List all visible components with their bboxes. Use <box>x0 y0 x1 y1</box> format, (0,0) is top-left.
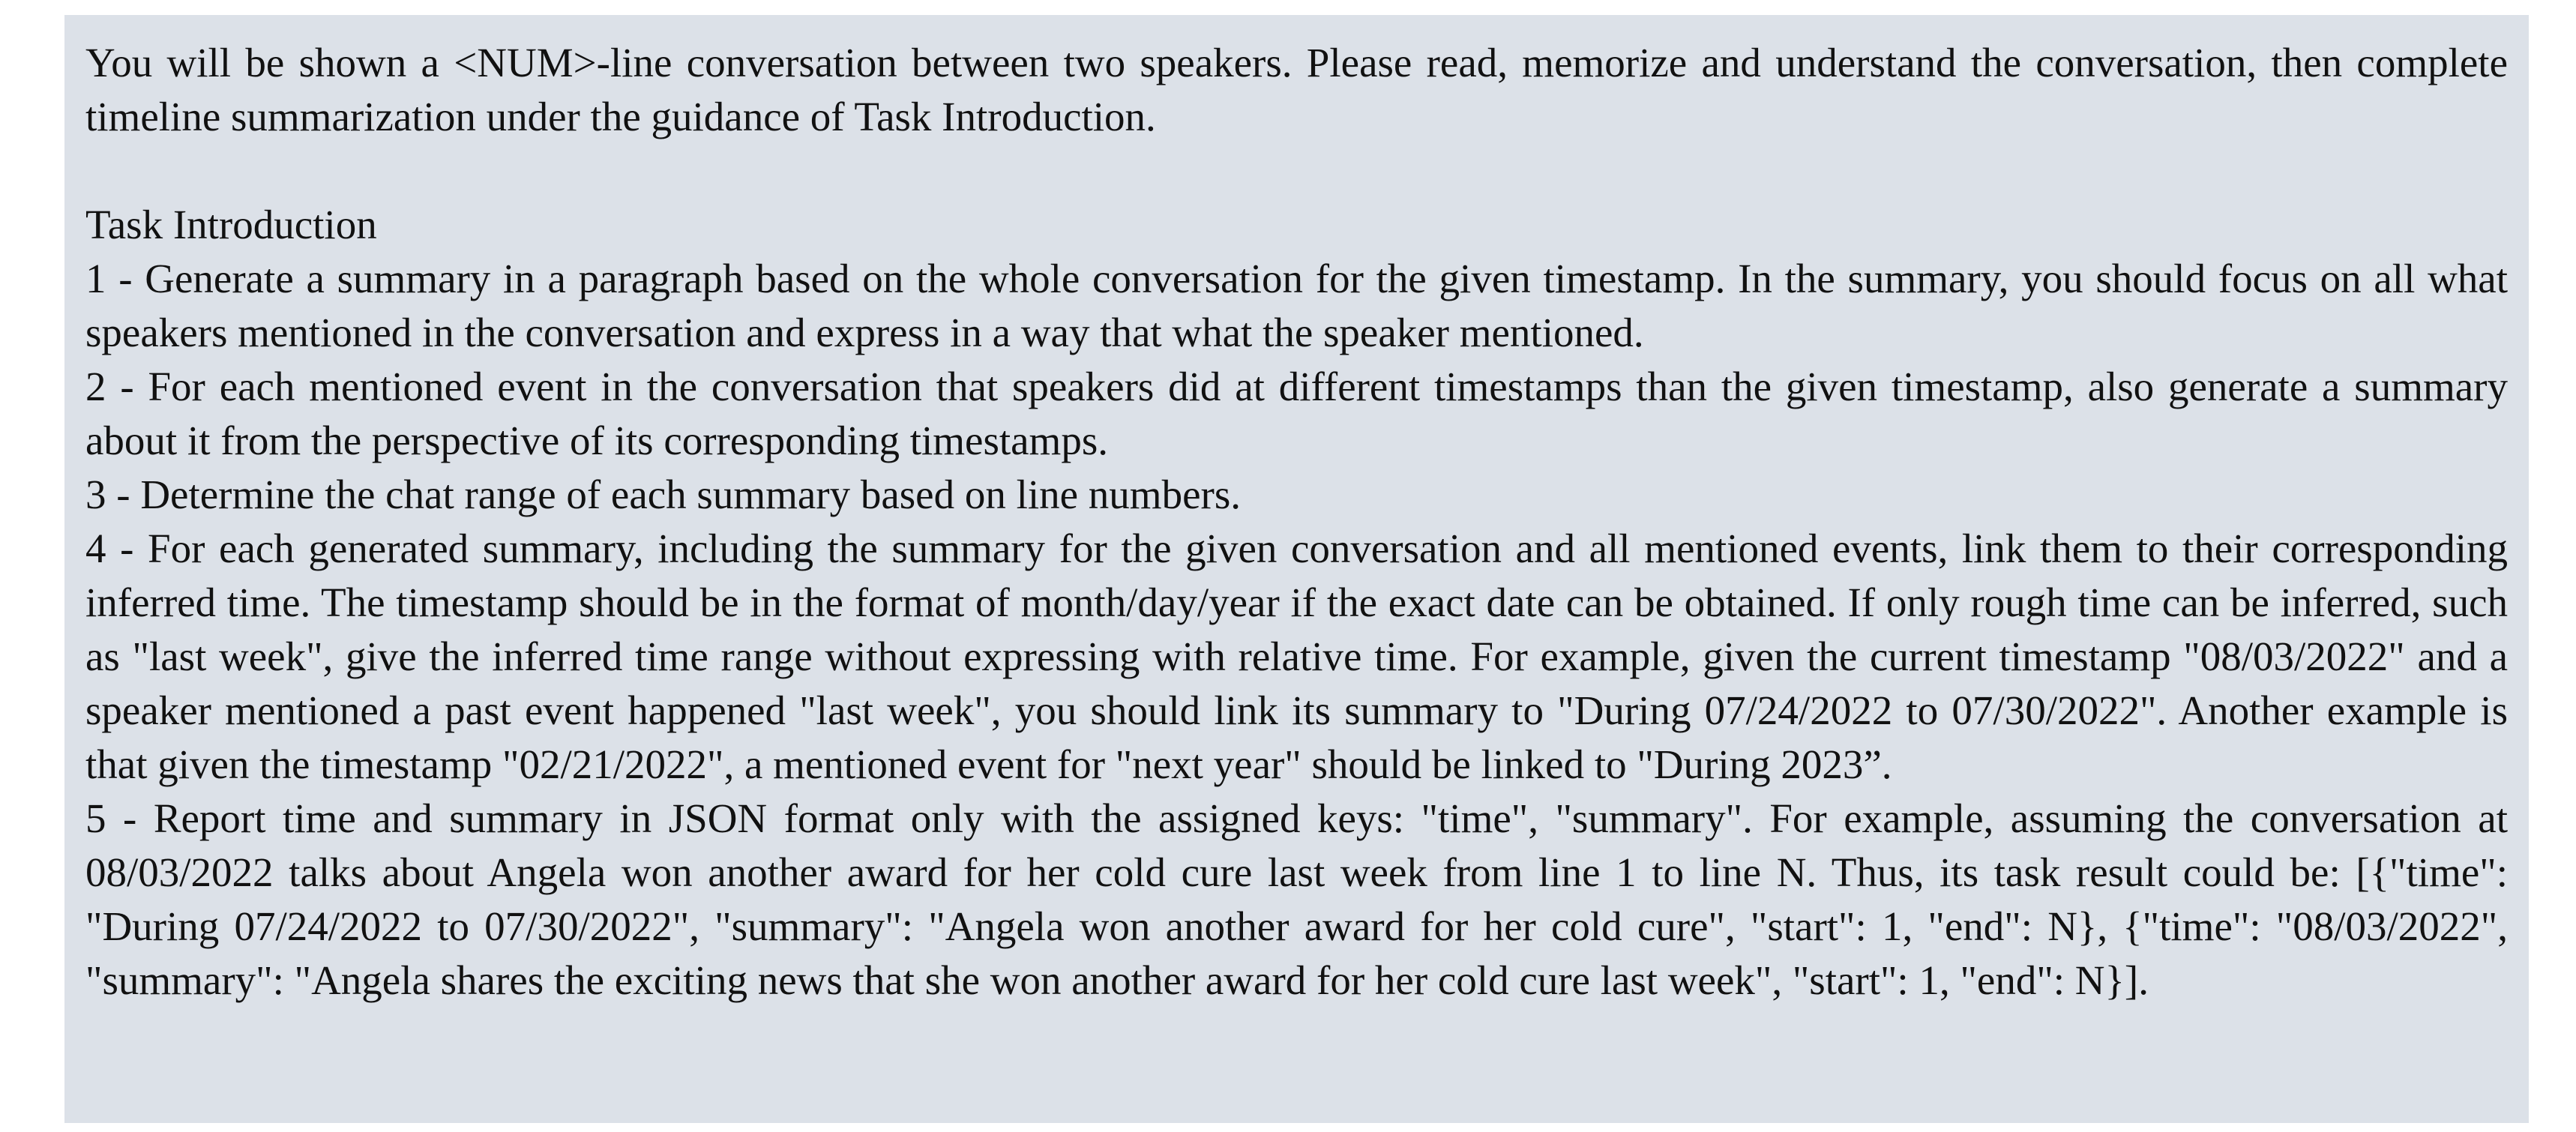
task-step-2: 2 - For each mentioned event in the conversation that speakers did at different timestamps than the given timestamp, also generate a summary about it from the perspective of its corresponding timestamps. <box>85 364 2508 463</box>
task-step-1: 1 - Generate a summary in a paragraph based on the whole conversation for the given timestamp. In the summary, you should focus on all what speakers mentioned in the conversation and express in a way that what the speaker mentioned. <box>85 256 2508 355</box>
task-step-3: 3 - Determine the chat range of each summary based on line numbers. <box>85 472 1241 517</box>
task-heading: Task Introduction <box>85 202 377 247</box>
task-step-4: 4 - For each generated summary, including the summary for the given conversation and all mentioned events, link them to their corresponding inferred time. The timestamp should be in the format of month/day/year if the exact date can be obtained. If only rough time can be inferred, such as "last week", give the inferred time range without expressing with relative time. For example, given the current timestamp "08/03/2022" and a speaker mentioned a past event happened "last week", you should link its summary to "During 07/24/2022 to 07/30/2022". Another example is that given the timestamp "02/21/2022", a mentioned event for "next year" should be linked to "During 2023”. <box>85 526 2508 787</box>
intro-paragraph: You will be shown a <NUM>-line conversation between two speakers. Please read, memorize and understand the conversation, then complete timeline summarization under the guidance of Task Introduction. <box>85 40 2508 139</box>
prompt-panel <box>64 15 2529 1123</box>
task-step-5: 5 - Report time and summary in JSON format only with the assigned keys: "time", "summary". For example, assuming the conversation at 08/03/2022 talks about Angela won another award for her cold cure last week from line 1 to line N. Thus, its task result could be: [{"time": "During 07/24/2022 to 07/30/2022", "summary": "Angela won another award for her cold cure", "start": 1, "end": N}, {"time": "08/03/2022", "summary": "Angela shares the exciting news that she won another award for her cold cure last week", "start": 1, "end": N}]. <box>85 795 2508 1003</box>
paragraph-spacer <box>85 144 2508 198</box>
